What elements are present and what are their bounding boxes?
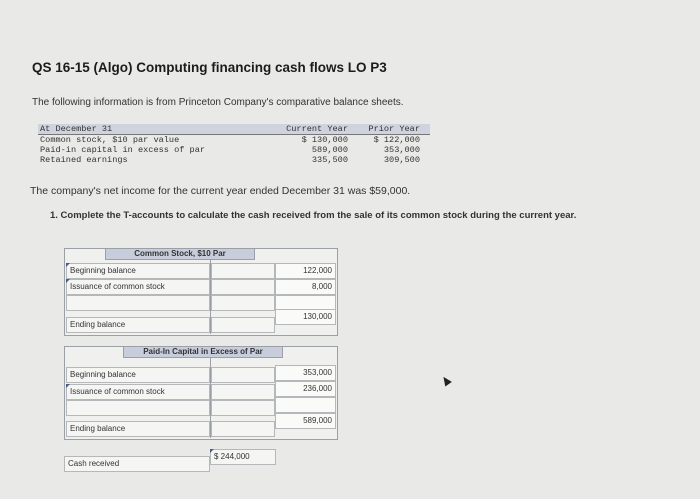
balance-sheet-row xyxy=(38,145,430,155)
t-account-common-stock xyxy=(64,248,338,336)
paid-debit-input[interactable] xyxy=(211,421,275,437)
t-account-paid-in-capital xyxy=(64,346,338,440)
row-prior: $ 122,000 xyxy=(373,135,420,145)
paid-beginning-label-input[interactable]: Beginning balance xyxy=(66,367,210,383)
paid-ending-label-input[interactable]: Ending balance xyxy=(66,421,210,437)
header-current: Current Year xyxy=(286,124,348,134)
balance-sheet-row xyxy=(38,155,430,165)
common-ending-value-input[interactable]: 130,000 xyxy=(275,309,336,325)
question-title: QS 16-15 (Algo) Computing financing cash flows LO P3 xyxy=(32,60,387,75)
common-issuance-label-input[interactable]: Issuance of common stock xyxy=(66,279,210,295)
net-income-text: The company's net income for the current year ended December 31 was $59,000. xyxy=(30,185,411,197)
common-debit-input[interactable] xyxy=(211,317,275,333)
balance-sheet-table xyxy=(38,124,430,165)
header-prior: Prior Year xyxy=(368,124,420,134)
common-beginning-value-input[interactable]: 122,000 xyxy=(275,263,336,279)
t-account-title: Common Stock, $10 Par xyxy=(105,249,255,260)
cash-received-input[interactable]: $ 244,000 xyxy=(210,449,276,465)
header-date: At December 31 xyxy=(40,124,113,134)
row-prior: 309,500 xyxy=(383,155,420,165)
flag-icon xyxy=(66,384,70,388)
row-current: $ 130,000 xyxy=(301,135,348,145)
mouse-cursor-icon xyxy=(440,375,452,387)
row-label: Retained earnings xyxy=(40,155,128,165)
common-debit-input[interactable] xyxy=(211,263,275,279)
common-issuance-value-input[interactable]: 8,000 xyxy=(275,279,336,295)
cash-received-label: Cash received xyxy=(64,456,210,472)
balance-sheet-header xyxy=(38,124,430,135)
paid-debit-input[interactable] xyxy=(211,384,275,400)
t-account-title: Paid-In Capital in Excess of Par xyxy=(123,347,283,358)
row-current: 589,000 xyxy=(311,145,348,155)
paid-blank-value-input[interactable] xyxy=(275,397,336,413)
paid-ending-value-input[interactable]: 589,000 xyxy=(275,413,336,429)
common-blank-label-input[interactable] xyxy=(66,295,210,311)
intro-text: The following information is from Princeton Company's comparative balance sheets. xyxy=(32,97,404,108)
question-1: 1. Complete the T-accounts to calculate the cash received from the sale of its common stock during the current year. xyxy=(50,210,577,221)
paid-debit-input[interactable] xyxy=(211,400,275,416)
paid-blank-label-input[interactable] xyxy=(66,400,210,416)
flag-icon xyxy=(210,449,214,453)
paid-issuance-label-input[interactable]: Issuance of common stock xyxy=(66,384,210,400)
balance-sheet-row xyxy=(38,135,430,145)
common-ending-label-input[interactable]: Ending balance xyxy=(66,317,210,333)
common-beginning-label-input[interactable]: Beginning balance xyxy=(66,263,210,279)
flag-icon xyxy=(66,263,70,267)
flag-icon xyxy=(66,279,70,283)
row-label: Paid-in capital in excess of par xyxy=(40,145,206,155)
paid-beginning-value-input[interactable]: 353,000 xyxy=(275,365,336,381)
paid-issuance-value-input[interactable]: 236,000 xyxy=(275,381,336,397)
common-debit-input[interactable] xyxy=(211,279,275,295)
row-label: Common stock, $10 par value xyxy=(40,135,180,145)
common-debit-input[interactable] xyxy=(211,295,275,311)
row-current: 335,500 xyxy=(311,155,348,165)
row-prior: 353,000 xyxy=(383,145,420,155)
paid-debit-input[interactable] xyxy=(211,367,275,383)
